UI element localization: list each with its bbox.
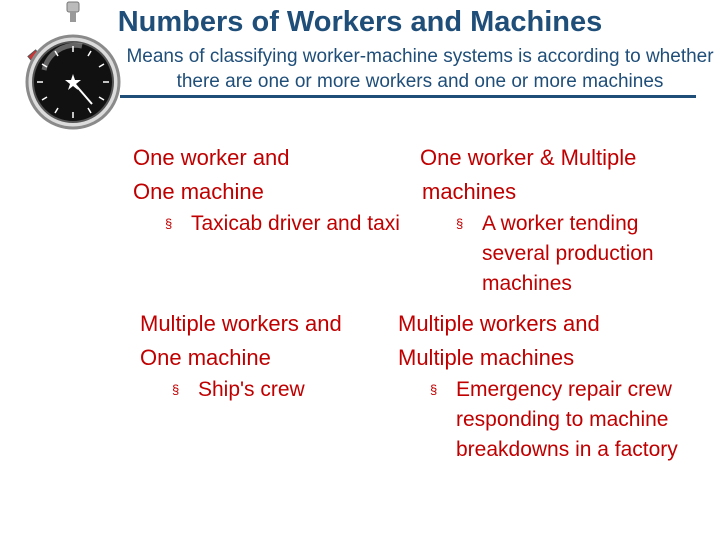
bullet-marker: § [165, 216, 173, 231]
bullet-item [172, 375, 342, 405]
bullet-text: A worker tending several production machines [482, 212, 654, 295]
quadrant-one-worker-multiple-machines [420, 141, 690, 299]
bullet-item [456, 209, 686, 299]
page-subtitle: Means of classifying worker-machine systems is according to whether there are one or more workers and one or more machines [126, 46, 714, 92]
quadrant-heading: Multiple workers and [140, 311, 342, 336]
bullet-marker: § [456, 216, 464, 231]
stopwatch-icon [22, 0, 134, 140]
bullet-text: Emergency repair crew responding to machine breakdowns in a factory [456, 378, 678, 461]
title-underline [120, 95, 696, 98]
quadrant-one-worker-one-machine [133, 141, 405, 239]
quadrant-heading: One machine [140, 345, 271, 370]
bullet-item [430, 375, 700, 465]
quadrant-heading: machines [422, 179, 517, 204]
quadrant-heading: One worker & Multiple [420, 145, 637, 170]
quadrant-heading: One worker and [133, 145, 290, 170]
bullet-item [165, 209, 405, 239]
quadrant-heading: One machine [133, 179, 264, 204]
bullet-text: Ship's crew [198, 378, 305, 401]
bullet-text: Taxicab driver and taxi [191, 212, 400, 235]
quadrant-multiple-workers-one-machine [140, 307, 342, 405]
quadrant-multiple-workers-multiple-machines [398, 307, 698, 465]
bullet-marker: § [172, 382, 180, 397]
page-title: Numbers of Workers and Machines [117, 6, 603, 38]
quadrant-heading: Multiple workers and [398, 311, 600, 336]
quadrant-heading: Multiple machines [398, 345, 575, 370]
bullet-marker: § [430, 382, 438, 397]
